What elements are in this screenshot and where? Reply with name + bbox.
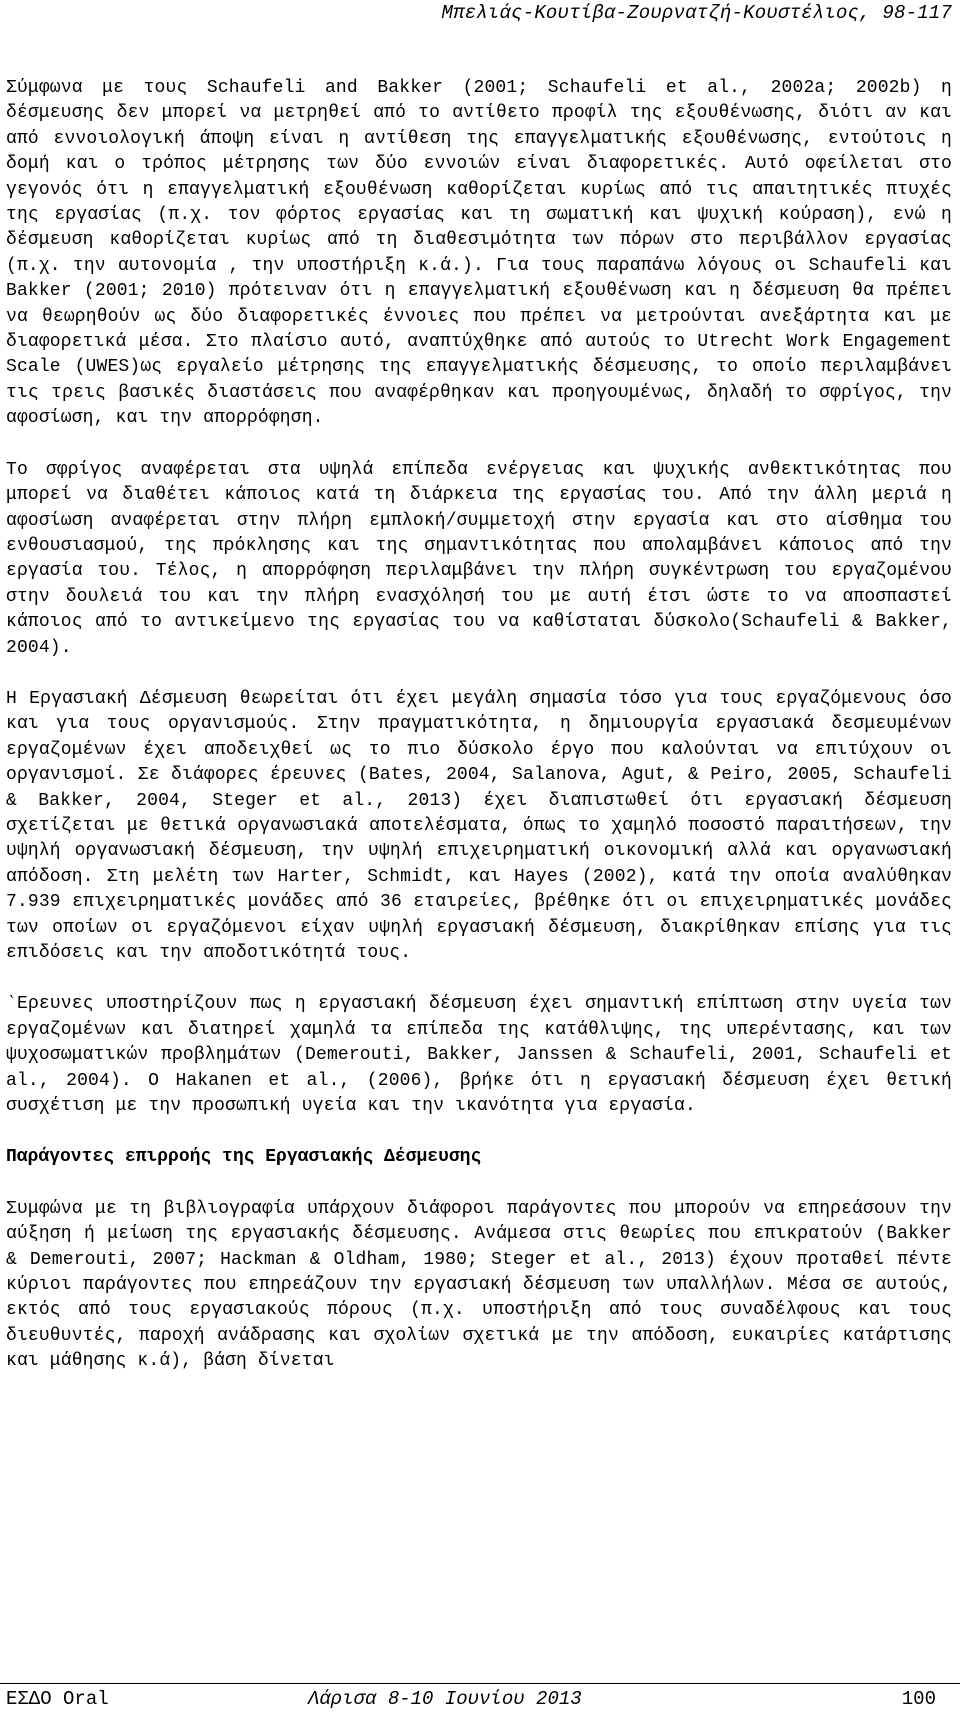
section-heading: Παράγοντες επιρροής της Εργασιακής Δέσμευσης [6,1147,482,1168]
paragraph: ‵Ερευνες υποστηρίζουν πως η εργασιακή δέσμευση έχει σημαντική επίπτωση στην υγεία των εργαζομένων και διατηρεί χαμηλά τα επίπεδα της κατάθλιψης, της υπερέντασης, και των ψυχοσωματικών προβλημάτων (Demerouti, Bakker, Janssen & Schaufeli, 2001, Schaufeli et al., 2004). Ο Hakanen et al., (2006), βρήκε ότι η εργασιακή δέσμευση έχει θετική συσχέτιση με την προσωπική υγεία και την ικανότητα για εργασία. [6,994,952,1117]
paragraph: Συμφώνα με τη βιβλιογραφία υπάρχουν διάφοροι παράγοντες που μπορούν να επηρεάσουν την αύξηση ή μείωση της εργασιακής δέσμευσης. Ανάμεσα στις θεωρίες που επικρατούν (Bakker & Demerouti, 2007; Hackman & Oldham, 1980; Steger et al., 2013) έχουν προταθεί πέντε κύριοι παράγοντες που επηρεάζουν την εργασιακή δέσμευση των υπαλλήλων. Μέσα σε αυτούς, εκτός από τους εργασιακούς πόρους (π.χ. υποστήριξη από τους συναδέλφους και τους διευθυντές, παροχή ανάδρασης και σχολίων σχετικά με την απόδοση, ευκαιρίες κατάρτισης και μάθησης κ.ά), βάση δίνεται [6,1198,952,1372]
body-text [6,76,952,1401]
paragraph: Η Εργασιακή Δέσμευση θεωρείται ότι έχει μεγάλη σημασία τόσο για τους εργαζόμενους όσο και για τους οργανισμούς. Στην πραγματικότητα, η δημιουργία εργασιακά δεσμευμένων εργαζομένων έχει αποδειχθεί ως το πιο δύσκολο έργο που καλούνται να επιτύχουν οι οργανισμοί. Σε διάφορες έρευνες (Bates, 2004, Salanova, Agut, & Peiro, 2005, Schaufeli & Bakker, 2004, Steger et al., 2013) έχει διαπιστωθεί ότι εργασιακή δέσμευση σχετίζεται με θετικά οργανωσιακά αποτελέσματα, όπως το χαμηλό ποσοστό παραιτήσεων, την υψηλή οργανωσιακή δέσμευση, την υψηλή επιχειρηματική οικονομική αλλά και οργανωσιακή απόδοση. Στη μελέτη των Harter, Schmidt, και Hayes (2002), κατά την οποία αναλύθηκαν 7.939 επιχειρηματικές μονάδες από 36 εταιρείες, βρέθηκε ότι οι επιχειρηματικές μονάδες των οποίων οι εργαζόμενοι είχαν υψηλή εργασιακή δέσμευση, διακρίθηκαν επίσης για τις επιδόσεις και την αποδοτικότητά τους. [6,688,952,963]
paragraph: Το σφρίγος αναφέρεται στα υψηλά επίπεδα ενέργειας και ψυχικής ανθεκτικότητας που μπορεί να διαθέτει κάποιος κατά τη διάρκεια της εργασίας του. Από την άλλη μεριά η αφοσίωση αναφέρεται στην πλήρη εμπλοκή/συμμετοχή στην εργασία και στο αίσθημα του ενθουσιασμού, της πρόκλησης και της σημαντικότητας που απολαμβάνει κάποιος από την εργασία του. Τέλος, η απορρόφηση περιλαμβάνει την πλήρη συγκέντρωση του εργαζομένου στην δουλειά του και την πλήρη ενασχόλησή του με αυτή έτσι ώστε το να αποσπαστεί κάποιος από το αντικείμενο της εργασίας του να καθίσταται δύσκολο(Schaufeli & Bakker, 2004). [6,459,952,658]
running-header: Μπελιάς-Κουτίβα-Ζουρνατζή-Κουστέλιος, 98-117 [441,2,952,24]
paragraph: Σύμφωνα με τους Schaufeli and Bakker (2001; Schaufeli et al., 2002a; 2002b) η δέσμευσης δεν μπορεί να μετρηθεί από το αντίθετο προφίλ της εξουθένωσης, διότι αν και από εννοιολογική άποψη είναι η αντίθεση της επαγγελματικής εξουθένωσης, εντούτοις η δομή και ο τρόπος μέτρησης των δύο εννοιών είναι διαφορετικές. Αυτό οφείλεται στο γεγονός ότι η επαγγελματική εξουθένωση καθορίζεται κυρίως από τις απαιτητικές πτυχές της εργασίας (π.χ. τον φόρτος εργασίας και τη σωματική και ψυχική κούραση), ενώ η δέσμευση καθορίζεται κυρίως από τη διαθεσιμότητα των πόρων στο περιβάλλον εργασίας (π.χ. την αυτονομία , την υποστήριξη κ.ά.). Για τους παραπάνω λόγους οι Schaufeli και Bakker (2001; 2010) πρότειναν ότι η επαγγελματική εξουθένωση και η δέσμευση θα πρέπει να θεωρηθούν ως δύο διαφορετικές έννοιες που πρέπει να μετρούνται ανεξάρτητα και με διαφορετικά μέσα. Στο πλαίσιο αυτό, αναπτύχθηκε από αυτούς το Utrecht Work Engagement Scale (UWES)ως εργαλείο μέτρησης της επαγγελματικής δέσμευσης, το οποίο περιλαμβάνει τις τρεις βασικές διαστάσεις που αναφέρθηκαν και προηγουμένως, δηλαδή το σφρίγος, την αφοσίωση, και την απορρόφηση. [6,78,952,429]
footer-divider [0,1683,960,1684]
footer-conference: ΕΣΔΟ Oral [6,1688,109,1710]
footer-venue-date: Λάρισα 8-10 Ιουνίου 2013 [308,1688,582,1710]
page-footer [6,1688,936,1710]
page-number: 100 [901,1688,936,1710]
